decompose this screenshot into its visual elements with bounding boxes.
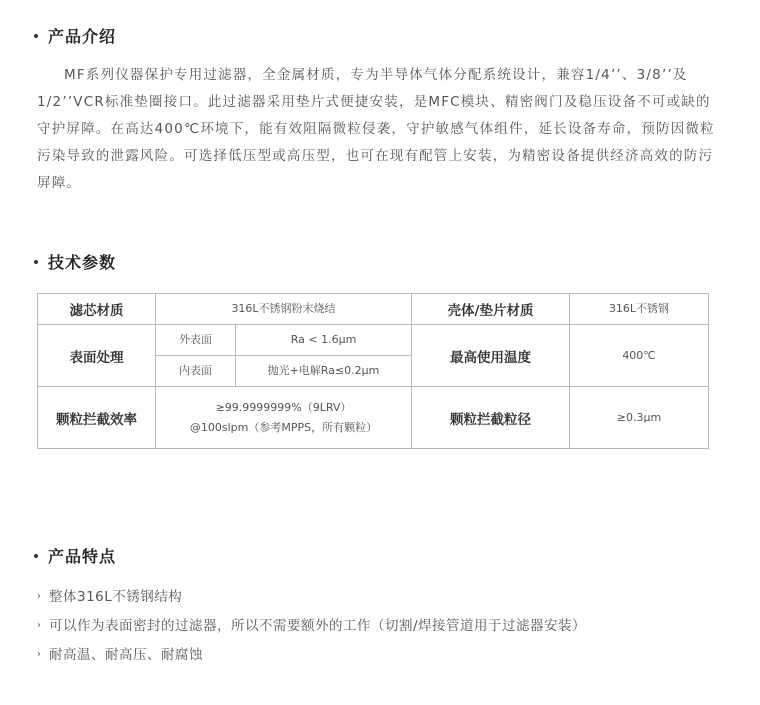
table-row	[38, 325, 709, 356]
bullet-dot-icon	[34, 554, 38, 558]
max-temp-label: 最高使用温度	[412, 325, 570, 387]
chevron-right-icon: ›	[37, 590, 42, 602]
features-list	[37, 582, 586, 669]
chevron-right-icon: ›	[37, 648, 42, 660]
intro-title-text: 产品介绍	[48, 27, 117, 46]
features-title-text: 产品特点	[48, 547, 117, 566]
efficiency-value-line1: ≥99.9999999%（9LRV）	[215, 400, 352, 414]
filter-material-value: 316L不锈钢粉末烧结	[156, 294, 412, 325]
particle-size-label: 颗粒拦截粒径	[412, 387, 570, 449]
list-item	[37, 640, 586, 669]
particle-size-value: ≥0.3μm	[570, 387, 709, 449]
feature-text: 整体316L不锈钢结构	[49, 588, 183, 605]
max-temp-value: 400℃	[570, 325, 709, 387]
inner-surface-label: 内表面	[156, 356, 236, 387]
efficiency-label: 颗粒拦截效率	[38, 387, 156, 449]
feature-text: 耐高温、耐高压、耐腐蚀	[49, 646, 203, 663]
intro-paragraph: MF系列仪器保护专用过滤器，全金属材质，专为半导体气体分配系统设计，兼容1/4’’、3/8’’及1/2’’VCR标准垫圈接口。此过滤器采用垫片式便捷安装，是MFC模块、精密阀门及稳压设备不可或缺的守护屏障。在高达400℃环境下，能有效阻隔微粒侵袭，守护敏感气体组件，延长设备寿命，预防因微粒污染导致的泄露风险。可选择低压型或高压型，也可在现有配管上安装，为精密设备提供经济高效的防污屏障。	[37, 67, 715, 191]
bullet-dot-icon	[34, 260, 38, 264]
efficiency-value	[156, 387, 412, 449]
chevron-right-icon: ›	[37, 619, 42, 631]
outer-surface-value: Ra < 1.6μm	[236, 325, 412, 356]
housing-material-value: 316L不锈钢	[570, 294, 709, 325]
intro-section-title	[34, 24, 116, 47]
spec-table	[37, 293, 709, 449]
specs-section-title	[34, 250, 116, 273]
feature-text: 可以作为表面密封的过滤器，所以不需要额外的工作（切割/焊接管道用于过滤器安装）	[49, 617, 587, 634]
surface-treatment-label: 表面处理	[38, 325, 156, 387]
outer-surface-label: 外表面	[156, 325, 236, 356]
list-item	[37, 582, 586, 611]
specs-title-text: 技术参数	[48, 253, 117, 272]
table-row	[38, 387, 709, 449]
housing-material-label: 壳体/垫片材质	[412, 294, 570, 325]
bullet-dot-icon	[34, 34, 38, 38]
inner-surface-value: 抛光+电解Ra≤0.2μm	[236, 356, 412, 387]
filter-material-label: 滤芯材质	[38, 294, 156, 325]
table-row	[38, 294, 709, 325]
efficiency-value-line2: @100slpm（参考MPPS，所有颗粒）	[189, 420, 378, 434]
list-item	[37, 611, 586, 640]
features-section-title	[34, 544, 116, 567]
